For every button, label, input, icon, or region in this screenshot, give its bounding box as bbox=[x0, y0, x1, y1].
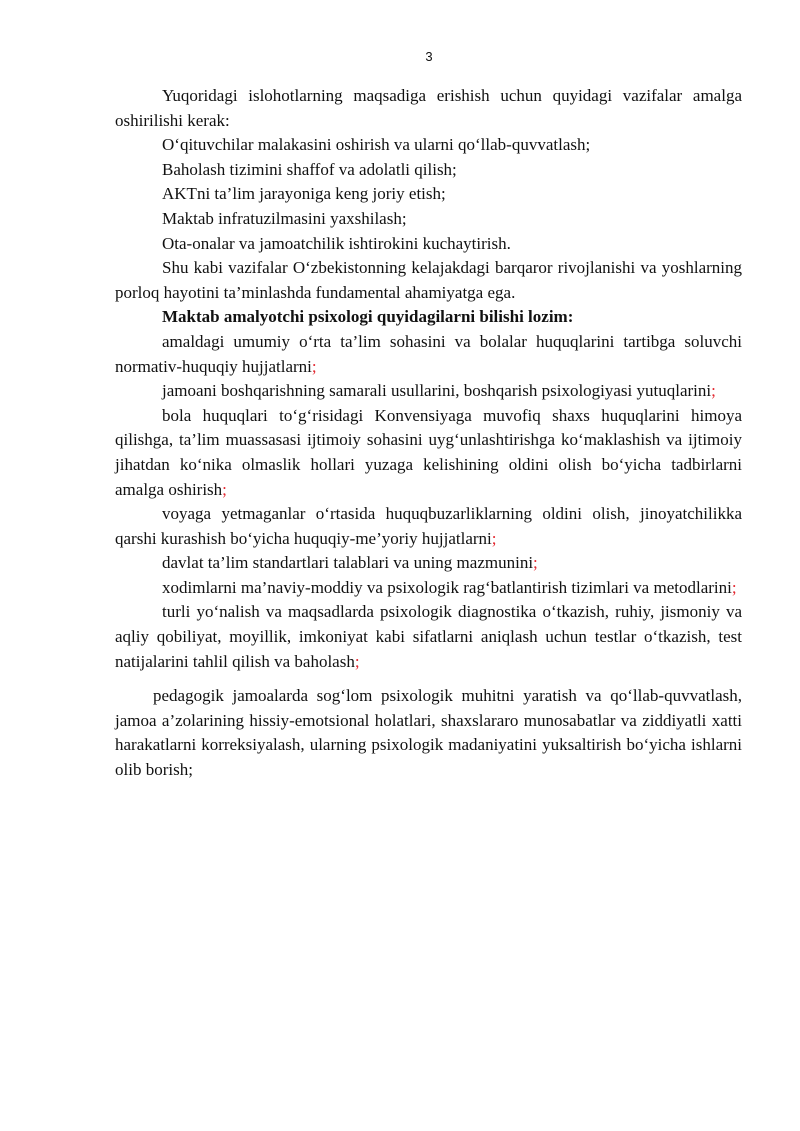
semicolon-mark: ; bbox=[311, 356, 317, 376]
semicolon-mark: ; bbox=[731, 577, 737, 597]
list-item: amaldagi umumiy o‘rta ta’lim sohasini va bolalar huquqlarini tartibga soluvchi normativ-huquqiy hujjatlarni; bbox=[115, 331, 742, 376]
list-item: voyaga yetmaganlar o‘rtasida huquqbuzarliklarning oldini olish, jinoyatchilikka qarshi kurashish bo‘yicha huquqiy-me’yoriy hujjatlarni; bbox=[115, 504, 742, 548]
list-item: turli yo‘nalish va maqsadlarda psixologik diagnostika o‘tkazish, ruhiy, jismoniy va aqliy qobiliyat, moyillik, imkoniyat kabi sifatlarni aniqlash uchun testlar o‘tkazish, test natijalarini tahlil qilish va baholash; bbox=[115, 602, 742, 671]
document-body bbox=[115, 84, 742, 783]
paragraph-task-3: AKTni ta’lim jarayoniga keng joriy etish; bbox=[162, 184, 446, 204]
paragraph-intro: Yuqoridagi islohotlarning maqsadiga erishish uchun quyidagi vazifalar amalga oshirilishi kerak: bbox=[115, 86, 742, 130]
list-item: davlat ta’lim standartlari talablari va uning mazmunini; bbox=[162, 553, 538, 573]
semicolon-mark: ; bbox=[491, 528, 497, 548]
section-heading: Maktab amalyotchi psixologi quyidagilarni bilishi lozim: bbox=[162, 307, 574, 327]
list-item: bola huquqlari to‘g‘risidagi Konvensiyaga muvofiq shaxs huquqlarini himoya qilishga, ta’lim muassasasi ijtimoiy sohasini uyg‘unlashtirishga ko‘maklashish va ijtimoiy jihatdan ko‘nika olmaslik hollari yuzaga kelishining oldini olish bo‘yicha tadbirlarni amalga oshirish; bbox=[115, 405, 742, 499]
semicolon-mark: ; bbox=[711, 381, 716, 401]
page-number: 3 bbox=[425, 49, 433, 64]
paragraph-summary: Shu kabi vazifalar O‘zbekistonning kelajakdagi barqaror rivojlanishi va yoshlarning porloq hayotini ta’minlashda fundamental ahamiyatga ega. bbox=[115, 258, 742, 302]
semicolon-mark: ; bbox=[533, 553, 538, 573]
semicolon-mark: ; bbox=[222, 479, 227, 499]
paragraph-task-5: Ota-onalar va jamoatchilik ishtirokini kuchaytirish. bbox=[162, 233, 511, 253]
semicolon-mark: ; bbox=[354, 651, 360, 671]
list-item: jamoani boshqarishning samarali usullarini, boshqarish psixologiyasi yutuqlarini; bbox=[162, 381, 716, 401]
paragraph-task-2: Baholash tizimini shaffof va adolatli qilish; bbox=[162, 159, 457, 179]
paragraph-task-1: O‘qituvchilar malakasini oshirish va ularni qo‘llab-quvvatlash; bbox=[162, 135, 591, 155]
list-item: xodimlarni ma’naviy-moddiy va psixologik rag‘batlantirish tizimlari va metodlarini; bbox=[162, 577, 737, 597]
paragraph-task-4: Maktab infratuzilmasini yaxshilash; bbox=[162, 208, 407, 228]
paragraph-final: pedagogik jamoalarda sog‘lom psixologik muhitni yaratish va qo‘llab-quvvatlash, jamoa a’zolarining hissiy-emotsional holatlari, shaxslararo munosabatlar va ziddiyatli xatti harakatlarni korreksiyalash, ularning psixologik madaniyatini yuksaltirish bo‘yicha ishlarni olib borish; bbox=[115, 686, 742, 780]
